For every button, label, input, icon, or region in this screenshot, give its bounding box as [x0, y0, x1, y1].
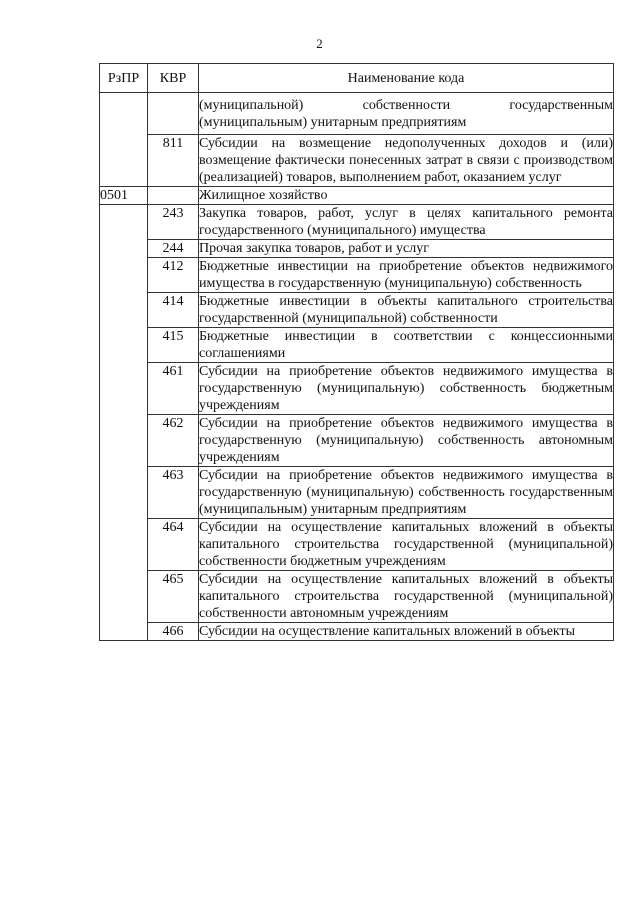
code-name-cell: Прочая закупка товаров, работ и услуг	[199, 240, 614, 258]
table-row	[100, 415, 614, 467]
kvr-cell: 462	[148, 415, 199, 467]
kvr-cell: 461	[148, 363, 199, 415]
header-rzpr: РзПР	[100, 64, 148, 93]
table-row	[100, 623, 614, 641]
table-row	[100, 293, 614, 328]
kvr-cell: 412	[148, 258, 199, 293]
code-name-cell: Субсидии на осуществление капитальных вложений в объекты капитального строительства государственной (муниципальной) собственности бюджетным учреждениям	[199, 520, 613, 569]
code-name-cell: Субсидии на возмещение недополученных доходов и (или) возмещение фактически понесенных затрат в связи с производством (реализацией) товаров, выполнением работ, оказанием услуг	[199, 136, 613, 185]
table-row	[100, 519, 614, 571]
code-name-cell: Бюджетные инвестиции на приобретение объектов недвижимого имущества в государственную (муниципальную) собственность	[199, 259, 613, 291]
kvr-cell	[148, 187, 199, 205]
kvr-cell: 466	[148, 623, 199, 641]
page-number: 2	[316, 36, 323, 51]
code-name-cell: Жилищное хозяйство	[199, 187, 614, 205]
table-row	[100, 93, 614, 135]
code-name-cell: Субсидии на приобретение объектов недвижимого имущества в государственную (муниципальную) собственность государственным (муниципальным) унитарным предприятиям	[199, 468, 613, 517]
table-row	[100, 135, 614, 187]
rzpr-cell	[100, 205, 148, 641]
kvr-cell: 464	[148, 519, 199, 571]
kvr-cell: 243	[148, 205, 199, 240]
code-name-cell: Субсидии на осуществление капитальных вложений в объекты капитального строительства государственной (муниципальной) собственности автономным учреждениям	[199, 572, 613, 621]
table-row	[100, 571, 614, 623]
table-row	[100, 363, 614, 415]
code-name-cell: Субсидии на приобретение объектов недвижимого имущества в государственную (муниципальную) собственность автономным учреждениям	[199, 416, 613, 465]
kvr-cell: 414	[148, 293, 199, 328]
kvr-cell: 463	[148, 467, 199, 519]
header-code-name: Наименование кода	[199, 64, 614, 93]
rzpr-cell: 0501	[100, 187, 148, 205]
kvr-cell: 465	[148, 571, 199, 623]
kvr-cell: 415	[148, 328, 199, 363]
kvr-cell: 244	[148, 240, 199, 258]
code-name-cell: (муниципальной) собственности государственным (муниципальным) унитарным предприятиям	[199, 93, 614, 135]
table-row	[100, 467, 614, 519]
table-row	[100, 205, 614, 240]
code-name-cell: Бюджетные инвестиции в объекты капитального строительства государственной (муниципальной) собственности	[199, 294, 613, 326]
code-name-cell: Бюджетные инвестиции в соответствии с концессионными соглашениями	[199, 329, 613, 361]
code-name-cell: Субсидии на приобретение объектов недвижимого имущества в государственную (муниципальную) собственность бюджетным учреждениям	[199, 364, 613, 413]
header-kvr: КВР	[148, 64, 199, 93]
table-row	[100, 187, 614, 205]
table-row	[100, 328, 614, 363]
code-name-cell: Субсидии на осуществление капитальных вложений в объекты	[199, 623, 614, 641]
table-row	[100, 258, 614, 293]
table-row	[100, 240, 614, 258]
rzpr-cell	[100, 93, 148, 187]
kvr-cell	[148, 93, 199, 135]
table-header-row	[100, 64, 614, 93]
code-name-cell: Закупка товаров, работ, услуг в целях капитального ремонта государственного (муниципального) имущества	[199, 206, 613, 238]
kvr-cell: 811	[148, 135, 199, 187]
budget-codes-table	[99, 63, 614, 641]
